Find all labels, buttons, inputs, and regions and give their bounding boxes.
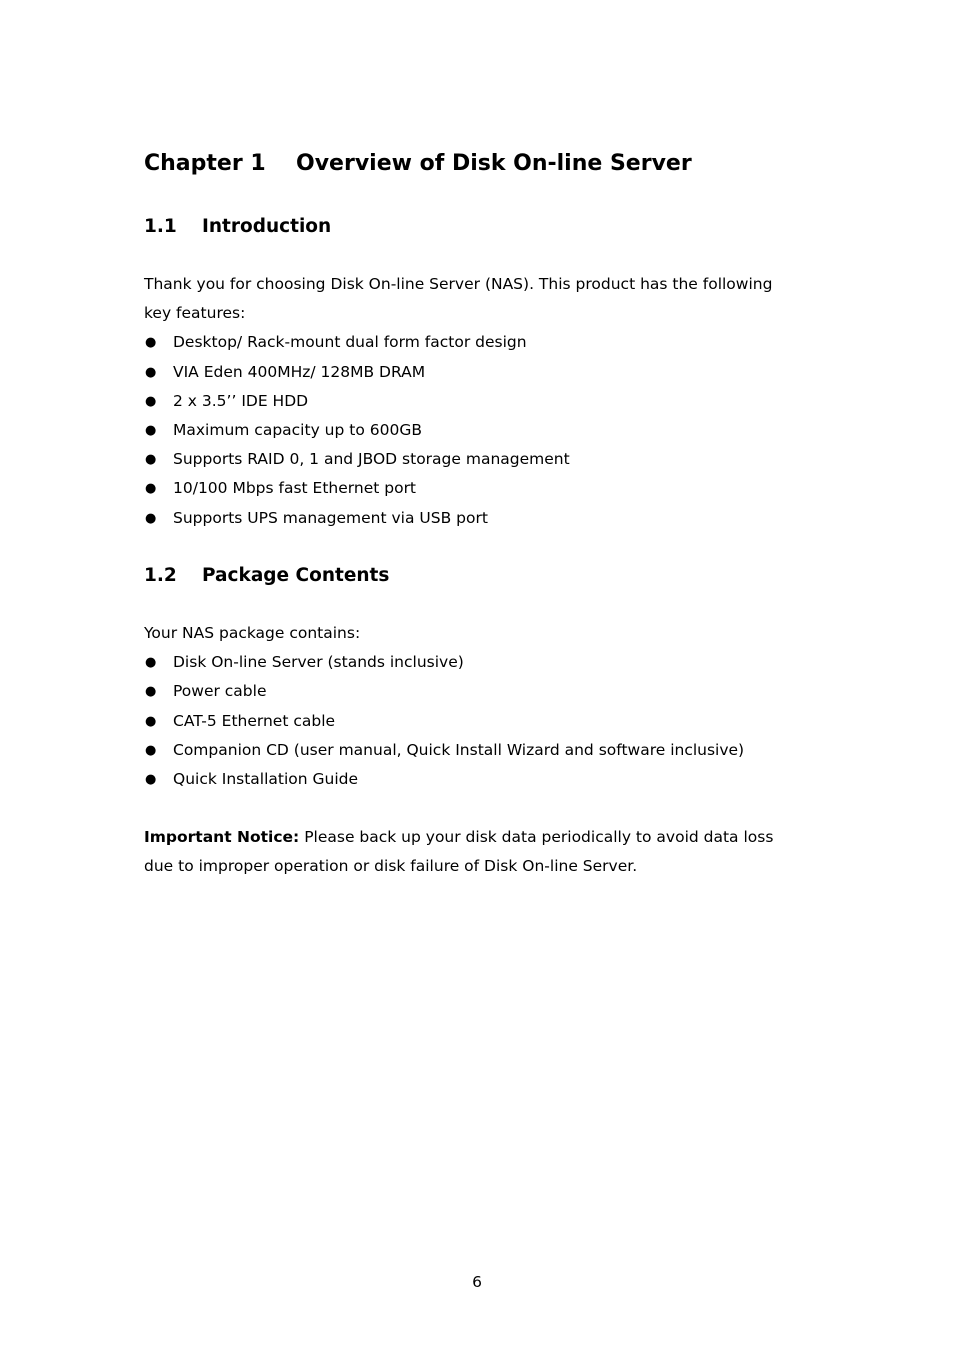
package-list xyxy=(144,648,824,794)
list-item-text: Power cable xyxy=(173,682,267,701)
introduction-body xyxy=(144,270,824,533)
notice-line xyxy=(144,823,824,852)
bullet-icon: ● xyxy=(145,393,157,409)
bullet-icon: ● xyxy=(145,684,157,700)
chapter-title: Overview of Disk On-line Server xyxy=(296,151,692,176)
page-number: 6 xyxy=(472,1273,482,1291)
bullet-icon: ● xyxy=(145,655,157,671)
feature-list xyxy=(144,328,824,532)
list-item xyxy=(144,707,824,736)
notice-label: Important Notice: xyxy=(144,828,300,846)
section-title: Introduction xyxy=(202,216,332,237)
list-item-text: VIA Eden 400MHz/ 128MB DRAM xyxy=(173,362,426,381)
bullet-icon: ● xyxy=(145,335,157,351)
package-lead: Your NAS package contains: xyxy=(144,624,361,642)
bullet-icon: ● xyxy=(145,742,157,758)
list-item-text: Desktop/ Rack-mount dual form factor design xyxy=(173,333,527,352)
list-item-text: CAT-5 Ethernet cable xyxy=(173,711,336,730)
list-item-text: 10/100 Mbps fast Ethernet port xyxy=(173,479,417,498)
bullet-icon: ● xyxy=(145,364,157,380)
intro-paragraph-line: Thank you for choosing Disk On-line Server (NAS). This product has the following xyxy=(144,275,773,293)
list-item-text: Companion CD (user manual, Quick Install Wizard and software inclusive) xyxy=(173,740,745,759)
notice-text: Please back up your disk data periodically to avoid data loss xyxy=(299,828,774,846)
list-item xyxy=(144,387,824,416)
list-item xyxy=(144,677,824,706)
list-item xyxy=(144,416,824,445)
notice-line: due to improper operation or disk failure of Disk On-line Server. xyxy=(144,857,638,876)
list-item-text: Disk On-line Server (stands inclusive) xyxy=(173,653,464,672)
list-item xyxy=(144,474,824,503)
bullet-icon: ● xyxy=(145,713,157,729)
bullet-icon: ● xyxy=(145,481,157,497)
section-number: 1.2 xyxy=(144,565,177,586)
list-item xyxy=(144,765,824,794)
list-item-text: Maximum capacity up to 600GB xyxy=(173,421,422,440)
list-item xyxy=(144,358,824,387)
chapter-number: Chapter 1 xyxy=(144,151,266,176)
package-contents-body xyxy=(144,619,824,794)
bullet-icon: ● xyxy=(145,772,157,788)
section-title: Package Contents xyxy=(202,565,390,586)
list-item xyxy=(144,445,824,474)
list-item xyxy=(144,648,824,677)
bullet-icon: ● xyxy=(145,510,157,526)
important-notice xyxy=(144,823,824,881)
list-item xyxy=(144,736,824,765)
section-heading-introduction xyxy=(144,214,331,240)
list-item-text: Quick Installation Guide xyxy=(173,770,359,789)
chapter-heading xyxy=(144,149,692,179)
list-item xyxy=(144,504,824,533)
list-item xyxy=(144,328,824,357)
section-number: 1.1 xyxy=(144,216,177,237)
bullet-icon: ● xyxy=(145,452,157,468)
section-heading-package-contents xyxy=(144,563,389,589)
intro-paragraph-line: key features: xyxy=(144,304,246,323)
list-item-text: Supports RAID 0, 1 and JBOD storage management xyxy=(173,450,570,469)
bullet-icon: ● xyxy=(145,423,157,439)
list-item-text: Supports UPS management via USB port xyxy=(173,508,488,527)
list-item-text: 2 x 3.5’’ IDE HDD xyxy=(173,391,309,410)
